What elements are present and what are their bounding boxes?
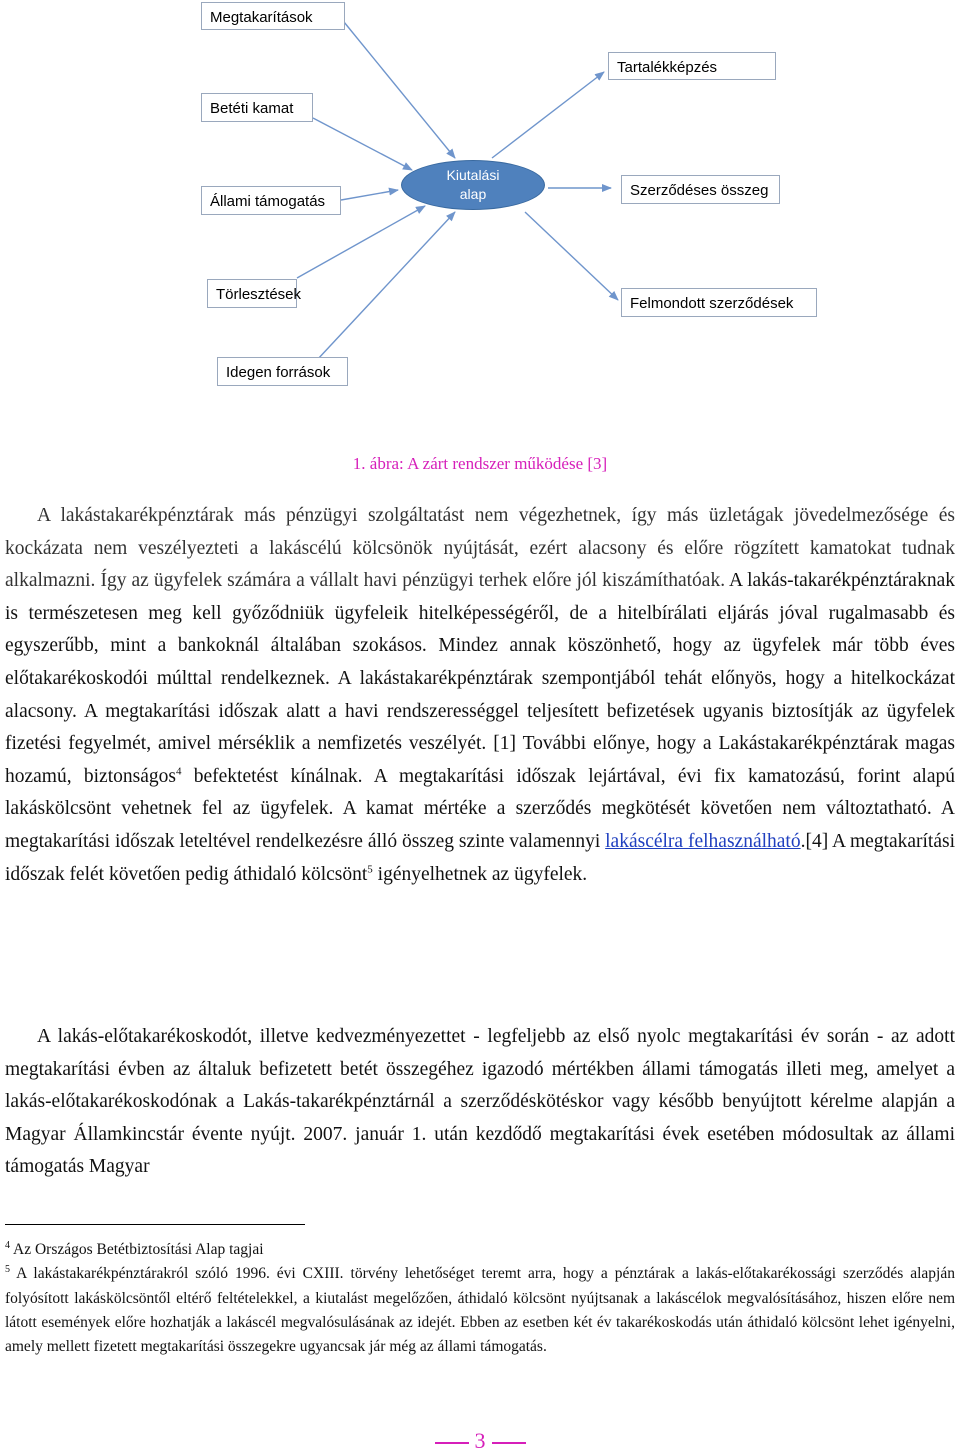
page-number <box>0 1428 960 1454</box>
paragraph-2-text: A lakás-előtakarékoskodót, illetve kedvezményezettet - legfeljebb az első nyolc megtakarítási év során - az adott megtakarítási évben az általuk befizetett betét összegéhez igazodó mértékben állami támogatás illeti meg, amelyet a lakás-előtakarékoskodónak a Lakás-takarékpénztárnál a szerződéskötéskor vagy később benyújtott kérelme alapján a Magyar Államkincstár évente nyújt. 2007. január 1. után kezdődő megtakarítási évek esetében módosultak az állami támogatás Magyar <box>5 1026 955 1178</box>
arrow-allami-tamogatas <box>341 190 398 200</box>
footnote-5 <box>5 1262 955 1359</box>
node-beteti-kamat <box>201 93 313 122</box>
node-idegen-forrasok <box>217 357 348 386</box>
page-number-dash-left <box>435 1442 469 1444</box>
node-label: Szerződéses összeg <box>630 182 769 199</box>
page-number-value: 3 <box>474 1428 486 1453</box>
node-label: Felmondott szerződések <box>630 295 794 312</box>
node-megtakaritasok <box>201 2 345 30</box>
node-torlesztesek <box>207 279 302 308</box>
footnote-text: Az Országos Betétbiztosítási Alap tagjai <box>10 1241 264 1258</box>
node-label: Megtakarítások <box>210 9 313 26</box>
arrow-beteti-kamat <box>313 118 412 170</box>
paragraph-1-sentence-e: igényelhetnek az ügyfelek. <box>372 863 588 885</box>
paragraph-1-sentence-d: .[4] A megtakarítási időszak felét követően pedig áthidaló kölcsönt <box>5 830 955 885</box>
footnote-separator <box>5 1224 305 1225</box>
page-number-dash-right <box>492 1442 526 1444</box>
node-tartalekkepzes <box>608 52 776 80</box>
arrow-tartalekkepzes <box>492 72 604 158</box>
node-allami-tamogatas <box>201 186 341 215</box>
node-kiutalasi-alap <box>401 160 545 210</box>
node-label: Betéti kamat <box>210 100 294 117</box>
paragraph-2 <box>5 1021 955 1184</box>
node-label: Idegen források <box>226 364 331 381</box>
housing-purpose-link[interactable]: lakáscélra felhasználható <box>605 830 801 852</box>
paragraph-1-sentence-a: A lakástakarékpénztárak más pénzügyi szolgáltatást nem végezhetnek, így más üzletágak jövedelmezősége és kockázata nem veszélyezteti a lakáscélú kölcsönök nyújtását, ezért alacsony és előre rögzített kamatokat tudnak alkalmazni. Így az ügyfelek számára a vállalt havi pénzügyi terhek előre jól kiszámíthatóak. <box>5 505 955 592</box>
node-szerzodeses-osszeg <box>621 175 780 204</box>
node-label: Állami támogatás <box>210 193 326 210</box>
arrow-megtakaritasok <box>344 22 455 158</box>
arrow-torlesztesek <box>297 206 425 278</box>
paragraph-1-sentence-c: befektetést kínálnak. A megtakarítási időszak lejártával, évi fix kamatozású, forint alapú lakáskölcsönt vehetnek fel az ügyfelek. A kamat mértéke a szerződés megkötését követően nem változtatható. A megtakarítási időszak leteltével rendelkezésre álló összeg szinte valamennyi <box>5 765 955 852</box>
node-label: Tartalékképzés <box>617 59 718 76</box>
arrow-felmondott-szerzodesek <box>525 212 618 300</box>
footnotes <box>5 1238 955 1359</box>
footnote-ref-4[interactable]: 4 <box>175 765 182 778</box>
footnote-number: 4 <box>5 1239 10 1251</box>
paragraph-1 <box>5 500 955 891</box>
figure-caption: 1. ábra: A zárt rendszer működése [3] <box>352 454 608 473</box>
center-label-line2: alap <box>459 186 487 202</box>
arrow-idegen-forrasok <box>317 212 455 360</box>
footnote-number: 5 <box>5 1264 10 1276</box>
footnote-text: A lakástakarékpénztárakról szóló 1996. évi CXIII. törvény lehetőséget teremt arra, hogy a pénztárak a lakás-előtakarékossági szerződés alapján folyósított lakáskölcsöntől eltérő feltételekkel, a kiutalást megelőzően, áthidaló kölcsönt nyújtsanak a lakáscélok megvalósításához, hiszen előre nem látott események előre hozhatják a lakáscél megvalósulásának az idejét. Ebben az esetben két év takarékoskodás után áthidaló kölcsönt lehet igényelni, amely mellett fizetett megtakarítási összegekre ugyancsak jár még az állami támogatás. <box>5 1265 955 1356</box>
paragraph-1-sentence-b: A lakás-takarékpénztáraknak is természetesen meg kell győződniük ügyfeleik hitelképességéről, de a hitelbírálati eljárás jóval rugalmasabb és egyszerűbb, mint a bankoknál általában szokásos. Mindez annak köszönhető, hogy az ügyfelek már több éves előtakarékoskodói múlttal rendelkeznek. A lakástakarékpénztárak szempontjából tehát előnyös, hogy a hitelkockázat alacsony. A megtakarítási időszak alatt a havi rendszerességgel teljesített befizetések ugyanis biztosítják az ügyfelek fizetési fegyelmét, amivel mérséklik a nemfizetés veszélyét. [1] További előnye, hogy a Lakástakarékpénztárak magas hozamú, biztonságos <box>5 570 955 787</box>
footnote-4 <box>5 1238 955 1262</box>
node-felmondott-szerzodesek <box>621 288 817 317</box>
node-label: Törlesztések <box>216 286 302 303</box>
footnote-ref-5[interactable]: 5 <box>367 863 373 876</box>
center-label-line1: Kiutalási <box>446 167 500 183</box>
